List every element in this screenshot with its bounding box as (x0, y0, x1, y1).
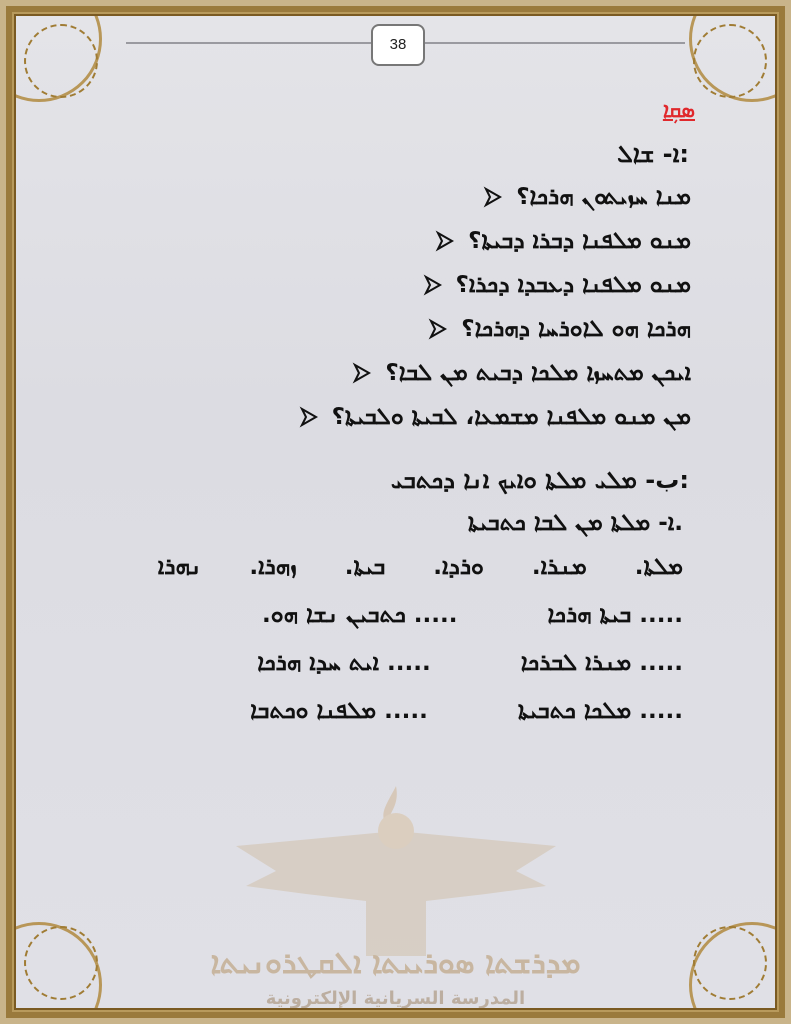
instruction-text: ܐ- ܡܠܬܐ ܡܢ ܠܒܐ ܟܬܒܝܬܐ. (467, 510, 683, 536)
ornament-inner-tl (24, 24, 98, 98)
arrow-bullet-icon (298, 406, 320, 428)
question-text: ܡܢܘ ܡܠܦܢܐ ܕܒܪܐ ܕܒܝܬܐ؟ (468, 228, 691, 254)
ornament-inner-tr (693, 24, 767, 98)
word-bank (158, 554, 683, 580)
question-text: ܐܝܟܢ ܡܬܚܙܐ ܡܠܟܐ ܕܒܝܬ ܡܢ ܠܒܐ؟ (385, 360, 691, 386)
word-bank-item: ܡܢܪܐ. (531, 554, 587, 580)
question-item (427, 316, 691, 342)
fill-blank-sentence: ..... ܒܝܬܐ ܗܪܟܐ (547, 602, 683, 628)
word-bank-item: ܢܗܪܐ (157, 554, 202, 580)
fill-blank-sentence: ..... ܡܢܪܐ ܠܒܪܟܐ (520, 650, 683, 676)
question-text: ܗܪܟܐ ܗܘ ܠܐܘܪܚܐ ܕܗܪܟܐ؟ (461, 316, 691, 342)
arrow-bullet-icon (434, 230, 456, 252)
question-text: ܡܢܐ ܚܙܝܬܘܢ ܗܪܟܐ؟ (516, 184, 691, 210)
fill-row (262, 602, 683, 628)
page-number: 38 (371, 24, 425, 66)
question-text: ܡܢ ܡܢܘ ܡܠܦܢܐ ܡܫܡܥܐ، ܠܒܝܬܐ ܘܠܒܝܬܐ؟ (331, 404, 691, 430)
fill-blank-sentence: ..... ܟܬܒܝܢ ܢܫܐ ܗܘ. (262, 602, 458, 628)
lesson-heading: ܣܩܼܐ (662, 98, 695, 122)
school-logo (216, 776, 576, 956)
question-item (482, 184, 691, 210)
question-item (351, 360, 691, 386)
word-bank-item: ܡܠܬܐ. (634, 554, 683, 580)
arrow-bullet-icon (351, 362, 373, 384)
word-bank-item: ܙܗܪܐ. (249, 554, 297, 580)
question-item (422, 272, 692, 298)
question-item (298, 404, 691, 430)
word-bank-item: ܘܪܕܐ. (433, 554, 484, 580)
arrow-bullet-icon (427, 318, 449, 340)
fill-row (250, 698, 683, 724)
word-bank-item: ܒܝܬܐ. (344, 554, 386, 580)
question-text: ܡܢܘ ܡܠܦܢܐ ܕܥܒܕܐ ܕܟܪܐ؟ (455, 272, 691, 298)
fill-blank-sentence: ..... ܡܠܟܐ ܟܬܒܝܬܐ (517, 698, 683, 724)
section1-title: ܐ- ܫܐܠ: (617, 140, 689, 168)
question-item (434, 228, 691, 254)
footer-brand-syriac: ܡܕܪܫܬܐ ܣܘܪܝܝܬܐ ܐܠܩܛܪܘܢܝܬܐ (210, 946, 581, 981)
fill-blank-sentence: ..... ܐܝܬ ܚܕܐ ܗܪܟܐ (257, 650, 431, 676)
arrow-bullet-icon (482, 186, 504, 208)
fill-row (257, 650, 683, 676)
footer-brand-arabic: المدرسة السريانية الإلكترونية (265, 988, 526, 1009)
fill-blank-sentence: ..... ܡܠܦܢܐ ܘܟܬܒܐ (250, 698, 428, 724)
section2-title: ب- ܡܠܝ ܡܠܬܐ ܘܐܝܟ ܐܢܐ ܕܟܬܒܝ: (390, 466, 689, 494)
page-paper (14, 14, 777, 1010)
arrow-bullet-icon (422, 274, 444, 296)
